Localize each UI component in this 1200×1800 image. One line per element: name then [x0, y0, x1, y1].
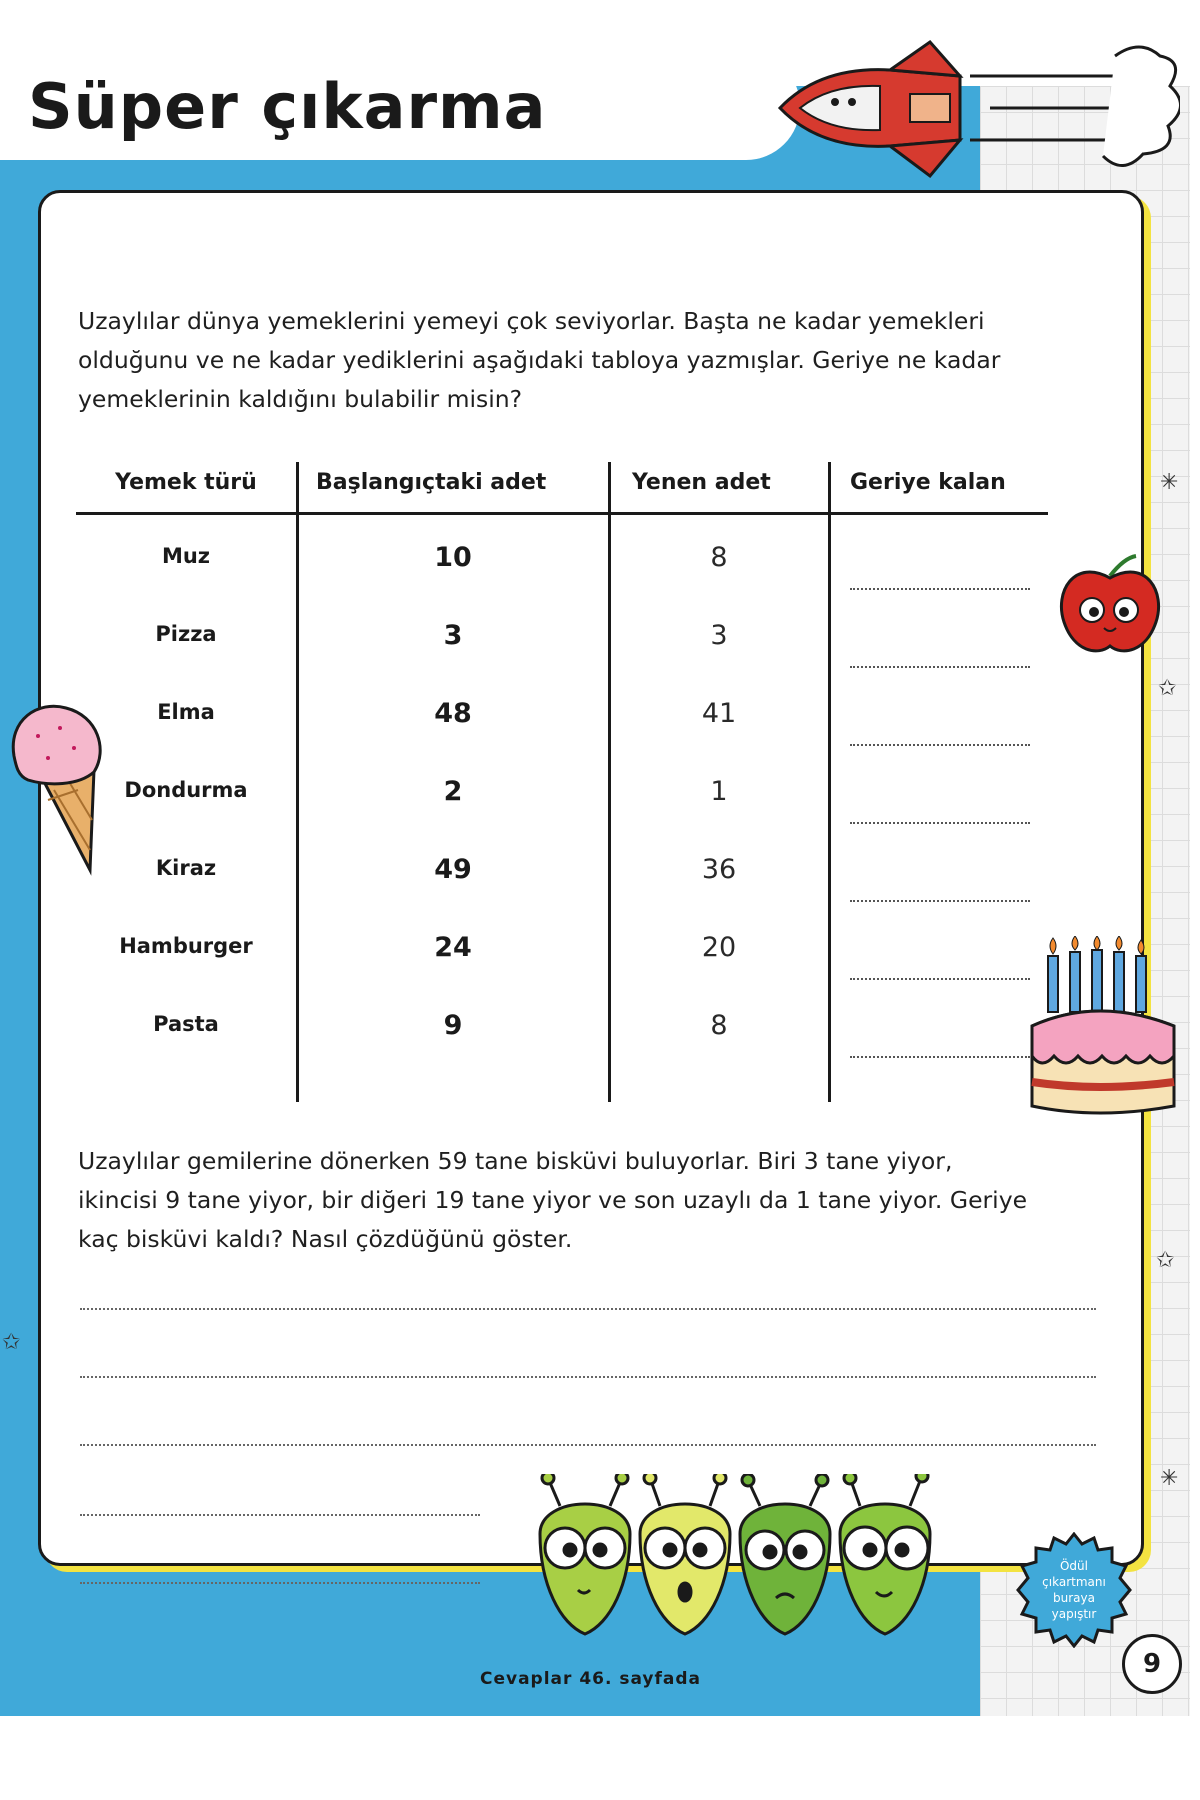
food-name: Elma	[157, 700, 215, 724]
food-name: Pasta	[153, 1012, 219, 1036]
answer-line[interactable]	[80, 1512, 480, 1516]
start-count: 2	[443, 776, 463, 807]
start-count: 3	[443, 620, 463, 651]
alien-icon	[540, 1474, 630, 1634]
sticker-line: Ödül	[1059, 1559, 1089, 1573]
header-eaten-count: Yenen adet	[632, 470, 771, 495]
intro-text: Uzaylılar dünya yemeklerini yemeyi çok seviyorlar. Başta ne kadar yemekleri olduğunu ve ne kadar yediklerini aşağıdaki tabloya yazmışlar. Geriye ne kadar yemeklerinin kaldığını bulabilir misin?	[78, 307, 1001, 413]
food-name: Dondurma	[124, 778, 248, 802]
apple-icon	[1054, 552, 1166, 662]
alien-icon	[740, 1474, 830, 1634]
rocket-icon	[760, 36, 1180, 186]
alien-icon	[520, 1474, 990, 1644]
header-remaining: Geriye kalan	[850, 470, 1006, 495]
remaining-answer-line[interactable]	[850, 1054, 1030, 1058]
subtraction-table	[76, 462, 1048, 1102]
eaten-count: 3	[710, 620, 728, 651]
sticker-line: çıkartmanı	[1042, 1575, 1106, 1589]
remaining-answer-line[interactable]	[850, 664, 1030, 668]
answer-line[interactable]	[80, 1580, 480, 1584]
biscuit-question: Uzaylılar gemilerine dönerken 59 tane bisküvi buluyorlar. Biri 3 tane yiyor, ikincisi 9 tane yiyor, bir diğeri 19 tane yiyor ve son uzaylı da 1 tane yiyor. Geriye kaç bisküvi kaldı? Nasıl çözdüğünü göster.	[78, 1147, 1028, 1253]
table-row	[76, 524, 1048, 602]
star-icon: ✩	[1156, 1248, 1175, 1273]
table-row	[76, 992, 1048, 1070]
reward-sticker-badge	[1016, 1532, 1132, 1648]
remaining-answer-line[interactable]	[850, 586, 1030, 590]
remaining-answer-line[interactable]	[850, 898, 1030, 902]
remaining-answer-line[interactable]	[850, 976, 1030, 980]
food-name: Muz	[161, 544, 211, 568]
table-row	[76, 758, 1048, 836]
eaten-count: 1	[710, 776, 728, 807]
sticker-line: buraya	[1053, 1591, 1095, 1605]
table-row	[76, 602, 1048, 680]
answer-line[interactable]	[80, 1306, 1096, 1310]
remaining-answer-line[interactable]	[850, 742, 1030, 746]
food-name: Pizza	[155, 622, 217, 646]
table-row	[76, 680, 1048, 758]
star-icon: ✳	[1160, 470, 1179, 495]
remaining-answer-line[interactable]	[850, 820, 1030, 824]
start-count: 49	[434, 854, 472, 885]
food-name: Kiraz	[155, 856, 217, 880]
food-name: Hamburger	[119, 934, 253, 958]
answers-note: Cevaplar 46. sayfada	[480, 1669, 702, 1689]
answer-line[interactable]	[80, 1442, 1096, 1446]
table-header-line	[76, 512, 1048, 515]
star-icon: ✩	[2, 1330, 21, 1355]
start-count: 9	[443, 1010, 463, 1041]
alien-icon	[840, 1474, 930, 1634]
header-food-type: Yemek türü	[115, 470, 257, 495]
star-icon: ✩	[1158, 676, 1177, 701]
star-icon: ✳	[1160, 1466, 1179, 1491]
table-row	[76, 836, 1048, 914]
eaten-count: 20	[701, 932, 737, 963]
start-count: 24	[434, 932, 472, 963]
birthday-cake-icon	[1028, 936, 1178, 1120]
header-start-count: Başlangıçtaki adet	[316, 470, 547, 495]
page-title: Süper çıkarma	[28, 70, 547, 143]
eaten-count: 41	[701, 698, 737, 729]
sticker-line: yapıştır	[1051, 1607, 1097, 1621]
answer-line[interactable]	[80, 1374, 1096, 1378]
start-count: 48	[434, 698, 472, 729]
eaten-count: 8	[710, 1010, 728, 1041]
eaten-count: 8	[710, 542, 728, 573]
page-number: 9	[1122, 1634, 1182, 1694]
table-row	[76, 914, 1048, 992]
alien-icon	[640, 1474, 730, 1634]
eaten-count: 36	[701, 854, 737, 885]
ice-cream-icon	[8, 700, 108, 880]
start-count: 10	[434, 542, 472, 573]
